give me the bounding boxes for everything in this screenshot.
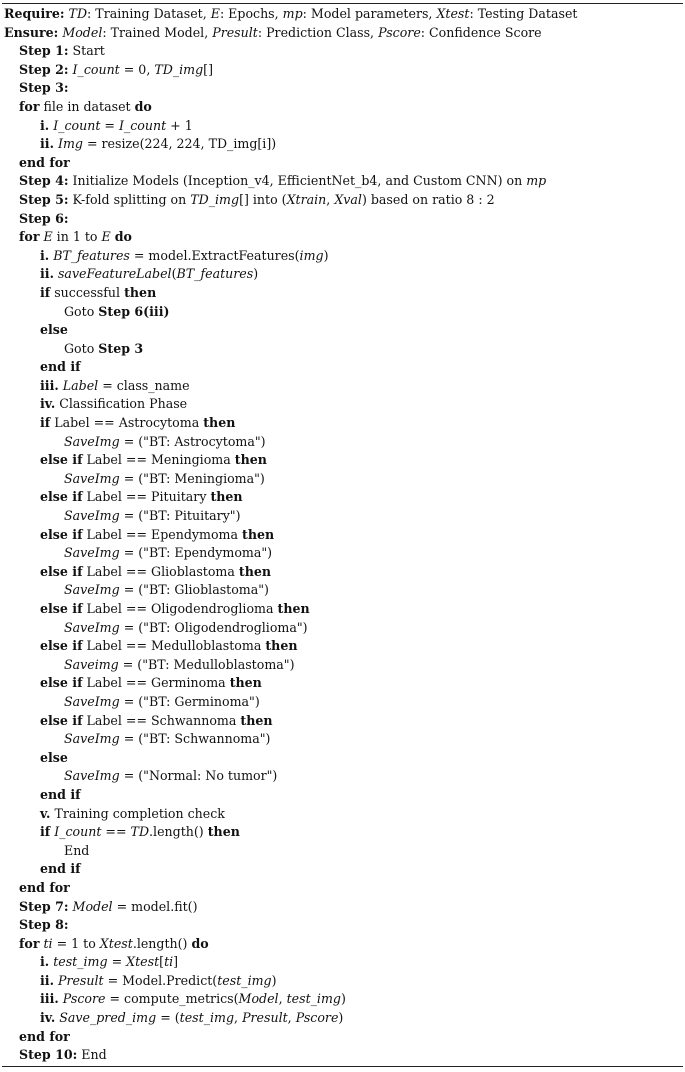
algorithm-line: SaveImg = ("BT: Schwannoma")	[64, 731, 271, 747]
algorithm-line: i. BT_features = model.ExtractFeatures(img)	[40, 247, 329, 263]
algorithm-line: if Label == Astrocytoma then	[40, 415, 236, 431]
algorithm-line: SaveImg = ("BT: Oligodendroglioma")	[64, 619, 308, 635]
algorithm-line: SaveImg = ("BT: Germinoma")	[64, 693, 260, 709]
algorithm-line: i. I_count = I_count + 1	[40, 117, 193, 133]
algorithm-line: ii. Img = resize(224, 224, TD_img[i])	[40, 136, 277, 152]
algorithm-line: else	[40, 749, 68, 765]
algorithm-line: for ti = 1 to Xtest.length() do	[19, 935, 209, 951]
algorithm-line: SaveImg = ("BT: Astrocytoma")	[64, 433, 266, 449]
algorithm-line: for file in dataset do	[19, 98, 152, 114]
algorithm-line: End	[64, 842, 90, 858]
algorithm-line: SaveImg = ("BT: Glioblastoma")	[64, 582, 269, 598]
algorithm-line: for E in 1 to E do	[19, 229, 132, 245]
algorithm-line: Goto Step 3	[64, 340, 144, 356]
algorithm-line: end for	[19, 879, 70, 895]
algorithm-line: v. Training completion check	[40, 805, 225, 821]
algorithm-line: iv. Classification Phase	[40, 396, 188, 412]
algorithm-line: Step 8:	[19, 917, 69, 933]
algorithm-line: else if Label == Glioblastoma then	[40, 563, 272, 579]
algorithm-line: Step 6:	[19, 210, 69, 226]
algorithm-line: Require: TD: Training Dataset, E: Epochs, mp: Model parameters, Xtest: Testing Dataset	[4, 6, 578, 21]
algorithm-line: else	[40, 322, 68, 338]
algorithm-line: end if	[40, 359, 81, 375]
algorithm-line: Step 3:	[19, 80, 69, 96]
algorithm-line: Ensure: Model: Trained Model, Presult: Prediction Class, Pscore: Confidence Score	[4, 24, 542, 40]
algorithm-line: i. test_img = Xtest[ti]	[40, 954, 179, 970]
algorithm-line: else if Label == Pituitary then	[40, 489, 243, 505]
algorithm-line: else if Label == Meningioma then	[40, 452, 267, 468]
algorithm-line: iii. Pscore = compute_metrics(Model, test_img)	[40, 991, 346, 1007]
algorithm-line: else if Label == Ependymoma then	[40, 526, 275, 542]
algorithm-line: else if Label == Oligodendroglioma then	[40, 601, 310, 616]
algorithm-line: Step 10: End	[19, 1047, 107, 1063]
top-rule	[2, 3, 683, 4]
algorithm-line: Step 2: I_count = 0, TD_img[]	[19, 61, 213, 77]
algorithm-line: ii. saveFeatureLabel(BT_features)	[40, 266, 259, 282]
algorithm-line: Step 4: Initialize Models (Inception_v4, EfficientNet_b4, and Custom CNN) on mp	[19, 173, 547, 189]
algorithm-line: if I_count == TD.length() then	[40, 824, 240, 840]
algorithm-line: else if Label == Germinoma then	[40, 675, 262, 691]
algorithm-line: Goto Step 6(iii)	[64, 303, 170, 319]
algorithm-line: Step 5: K-fold splitting on TD_img[] into (Xtrain, Xval) based on ratio 8 : 2	[19, 191, 495, 207]
algorithm-line: SaveImg = ("BT: Meningioma")	[64, 470, 265, 486]
algorithm-line: end if	[40, 861, 81, 877]
algorithm-line: Step 1: Start	[19, 43, 105, 59]
algorithm-line: else if Label == Schwannoma then	[40, 712, 273, 728]
algorithm-line: iii. Label = class_name	[40, 377, 190, 393]
algorithm-line: end if	[40, 786, 81, 802]
algorithm-line: end for	[19, 154, 70, 170]
algorithm-line: Step 7: Model = model.fit()	[19, 898, 198, 914]
algorithm-line: SaveImg = ("BT: Pituitary")	[64, 508, 241, 524]
algorithm-line: SaveImg = ("Normal: No tumor")	[64, 768, 278, 784]
bottom-rule	[2, 1066, 683, 1067]
algorithm-line: iv. Save_pred_img = (test_img, Presult, Pscore)	[40, 1010, 344, 1026]
algorithm-lines	[4, 5, 680, 1065]
algorithm-line: ii. Presult = Model.Predict(test_img)	[40, 972, 277, 988]
algorithm-line: Saveimg = ("BT: Medulloblastoma")	[64, 656, 295, 672]
algorithm-line: else if Label == Medulloblastoma then	[40, 638, 298, 654]
algorithm-line: end for	[19, 1028, 70, 1044]
algorithm-line: SaveImg = ("BT: Ependymoma")	[64, 545, 273, 561]
algorithm-line: if successful then	[40, 284, 157, 300]
